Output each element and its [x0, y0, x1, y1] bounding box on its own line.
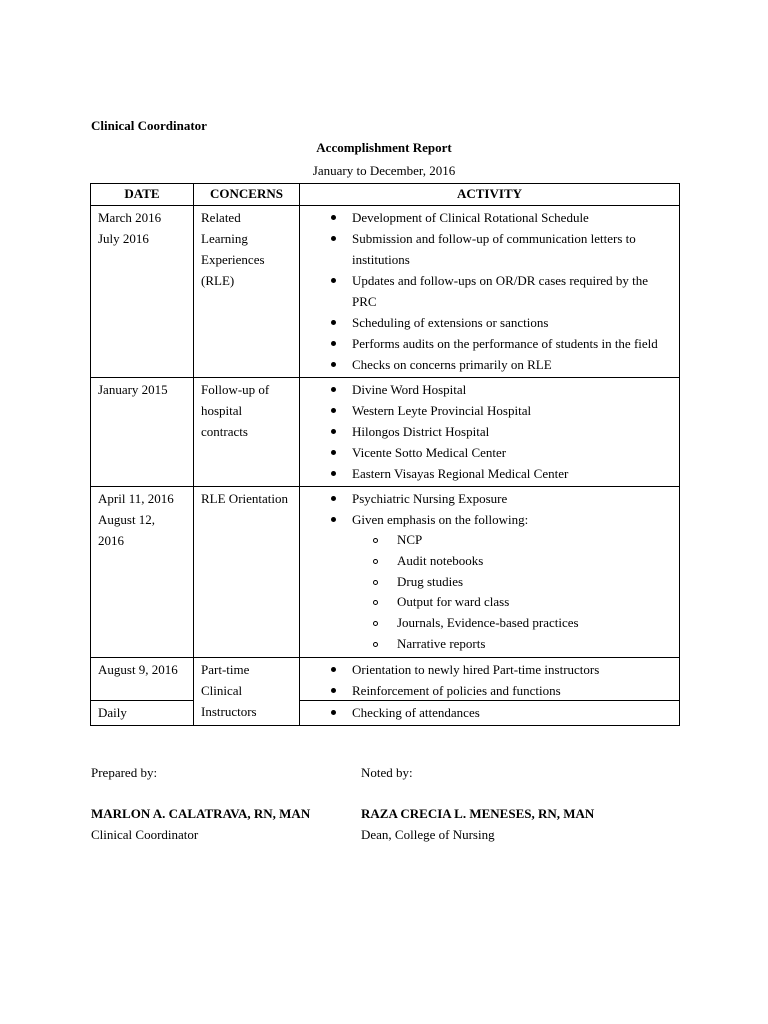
activity-item: Development of Clinical Rotational Schedule [300, 207, 675, 228]
concern-line: hospital [201, 403, 243, 418]
date-line: 2016 [98, 533, 124, 548]
activity-list [300, 658, 679, 700]
date-line: April 11, 2016 [98, 491, 174, 506]
concern-line: (RLE) [201, 273, 235, 288]
activity-item: Reinforcement of policies and functions [300, 680, 675, 701]
sub-item-list [352, 530, 675, 655]
date-line: Daily [98, 704, 127, 720]
concern-line: RLE Orientation [201, 491, 289, 506]
activity-list [300, 206, 679, 377]
activity-item: Checking of attendances [300, 702, 675, 723]
column-header-activity: ACTIVITY [300, 184, 680, 206]
noted-by-name: RAZA CRECIA L. MENESES, RN, MAN [361, 806, 595, 821]
activity-item: Vicente Sotto Medical Center [300, 442, 675, 463]
date-cell [91, 378, 194, 487]
concern-cell [194, 657, 300, 725]
table-row [91, 206, 680, 378]
concern-line: Related [201, 210, 241, 225]
activity-item: Scheduling of extensions or sanctions [300, 312, 675, 333]
concern-line: Clinical [201, 682, 243, 698]
prepared-by-name: MARLON A. CALATRAVA, RN, MAN [91, 806, 311, 821]
report-period: January to December, 2016 [312, 163, 456, 178]
sub-item: Output for ward class [352, 592, 675, 613]
sub-item: Drug studies [352, 572, 675, 593]
concern-line: Experiences [201, 252, 265, 267]
activity-cell [300, 487, 680, 658]
date-line: January 2015 [98, 382, 168, 397]
concern-line: Learning [201, 231, 248, 246]
accomplishment-table [90, 183, 680, 726]
activity-item [300, 509, 675, 655]
activity-item: Updates and follow-ups on OR/DR cases required by the PRC [300, 270, 675, 312]
activity-item: Eastern Visayas Regional Medical Center [300, 463, 675, 484]
activity-item: Hilongos District Hospital [300, 421, 675, 442]
report-title: Accomplishment Report [316, 140, 452, 155]
date-line: July 2016 [98, 231, 149, 246]
concern-line: Instructors [201, 703, 257, 719]
activity-list [300, 378, 679, 486]
date-line: March 2016 [98, 210, 162, 225]
date-cell [91, 206, 194, 378]
activity-item: Western Leyte Provincial Hospital [300, 400, 675, 421]
prepared-by-title: Clinical Coordinator [91, 827, 199, 842]
table-row [91, 487, 680, 658]
table-row [91, 657, 680, 725]
activity-item: Psychiatric Nursing Exposure [300, 488, 675, 509]
concern-line: Part-time [201, 661, 250, 677]
activity-list [300, 487, 679, 657]
prepared-by-label: Prepared by: [91, 765, 158, 780]
concern-cell [194, 487, 300, 658]
column-header-date: DATE [91, 184, 194, 206]
sub-item: Journals, Evidence-based practices [352, 613, 675, 634]
sub-item: NCP [352, 530, 675, 551]
noted-by-title: Dean, College of Nursing [361, 827, 495, 842]
sub-item: Audit notebooks [352, 551, 675, 572]
activity-item: Performs audits on the performance of students in the field [300, 333, 675, 354]
noted-by-label: Noted by: [361, 765, 413, 780]
activity-list [300, 701, 679, 725]
activity-cell [300, 378, 680, 487]
date-cell [91, 487, 194, 658]
table-header-row [91, 184, 680, 206]
activity-cell [300, 657, 680, 725]
activity-item: Orientation to newly hired Part-time instructors [300, 659, 675, 680]
activity-item: Checks on concerns primarily on RLE [300, 354, 675, 375]
activity-item-text: Given emphasis on the following: [352, 512, 529, 527]
date-cell [91, 657, 194, 725]
activity-item: Submission and follow-up of communication letters to institutions [300, 228, 675, 270]
date-line: August 12, [98, 512, 156, 527]
concern-line: contracts [201, 424, 248, 439]
concern-line: Follow-up of [201, 382, 270, 397]
concern-cell [194, 206, 300, 378]
column-header-concerns: CONCERNS [194, 184, 300, 206]
concern-cell [194, 378, 300, 487]
document-role-heading: Clinical Coordinator [91, 118, 207, 133]
sub-item: Narrative reports [352, 634, 675, 655]
activity-item: Divine Word Hospital [300, 379, 675, 400]
activity-cell [300, 206, 680, 378]
date-line: August 9, 2016 [98, 661, 178, 677]
table-row [91, 378, 680, 487]
